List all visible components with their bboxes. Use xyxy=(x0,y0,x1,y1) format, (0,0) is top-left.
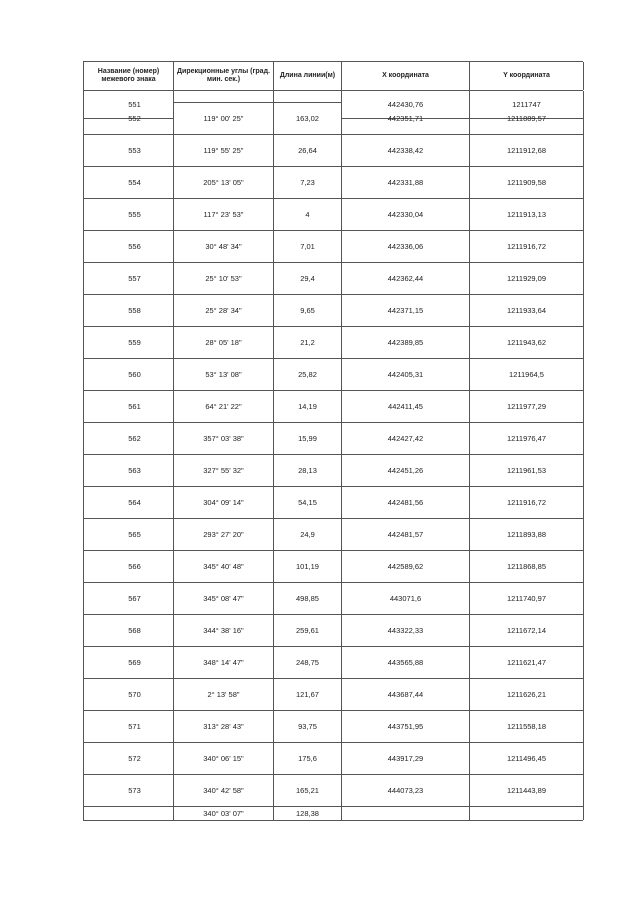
line-length-cell: 175,6 xyxy=(274,743,342,775)
y-coordinate-cell: 1211868,85 xyxy=(470,551,584,583)
direction-angle-cell: 53° 13' 08" xyxy=(174,359,274,391)
x-coordinate-cell: 443565,88 xyxy=(342,647,470,679)
direction-angle-cell: 344° 38' 16" xyxy=(174,615,274,647)
y-coordinate-cell: 1211976,47 xyxy=(470,423,584,455)
y-coordinate-cell: 1211672,14 xyxy=(470,615,584,647)
direction-angle-cell: 205° 13' 05" xyxy=(174,167,274,199)
point-name-cell: 562 xyxy=(84,423,174,455)
direction-angle-cell: 340° 42' 58" xyxy=(174,775,274,807)
empty-cell xyxy=(470,807,584,820)
empty-cell xyxy=(274,91,342,103)
x-coordinate-cell: 443322,33 xyxy=(342,615,470,647)
x-coordinate-cell: 442330,04 xyxy=(342,199,470,231)
y-coordinate-cell: 1211961,53 xyxy=(470,455,584,487)
point-name-cell: 564 xyxy=(84,487,174,519)
direction-angle-cell: 25° 28' 34" xyxy=(174,295,274,327)
line-length-cell: 26,64 xyxy=(274,135,342,167)
x-coordinate-cell: 443071,6 xyxy=(342,583,470,615)
y-coordinate-cell: 1211889,57 xyxy=(470,103,584,135)
x-coordinate-cell: 442481,57 xyxy=(342,519,470,551)
point-name-cell: 573 xyxy=(84,775,174,807)
x-coordinate-cell: 442371,15 xyxy=(342,295,470,327)
point-name-cell: 559 xyxy=(84,327,174,359)
point-name-cell: 555 xyxy=(84,199,174,231)
x-coordinate-cell: 443917,29 xyxy=(342,743,470,775)
direction-angle-cell: 30° 48' 34" xyxy=(174,231,274,263)
x-coordinate-cell: 442351,71 xyxy=(342,103,470,135)
y-coordinate-cell: 1211977,29 xyxy=(470,391,584,423)
point-name-cell: 569 xyxy=(84,647,174,679)
point-name-cell: 563 xyxy=(84,455,174,487)
y-coordinate-cell: 1211626,21 xyxy=(470,679,584,711)
point-name-cell: 558 xyxy=(84,295,174,327)
line-length-cell: 4 xyxy=(274,199,342,231)
y-coordinate-cell: 1211916,72 xyxy=(470,487,584,519)
line-length-cell: 165,21 xyxy=(274,775,342,807)
empty-cell xyxy=(342,807,470,820)
line-length-cell: 14,19 xyxy=(274,391,342,423)
y-coordinate-cell: 1211621,47 xyxy=(470,647,584,679)
y-coordinate-cell: 1211933,64 xyxy=(470,295,584,327)
direction-angle-cell: 117° 23' 53" xyxy=(174,199,274,231)
header-y-coordinate: Y координата xyxy=(470,62,584,90)
point-name-cell: 570 xyxy=(84,679,174,711)
x-coordinate-cell: 442451,26 xyxy=(342,455,470,487)
y-coordinate-cell: 1211893,88 xyxy=(470,519,584,551)
line-length-cell: 7,23 xyxy=(274,167,342,199)
x-coordinate-cell: 442389,85 xyxy=(342,327,470,359)
line-length-cell: 259,61 xyxy=(274,615,342,647)
direction-angle-cell: 119° 00' 25" xyxy=(174,103,274,135)
x-coordinate-cell: 442336,06 xyxy=(342,231,470,263)
x-coordinate-cell: 444073,23 xyxy=(342,775,470,807)
x-coordinate-cell: 442427,42 xyxy=(342,423,470,455)
direction-angle-cell: 327° 55' 32" xyxy=(174,455,274,487)
direction-angle-cell: 304° 09' 14" xyxy=(174,487,274,519)
line-length-cell: 28,13 xyxy=(274,455,342,487)
x-coordinate-cell: 442589,62 xyxy=(342,551,470,583)
direction-angle-cell: 345° 40' 48" xyxy=(174,551,274,583)
y-coordinate-cell: 1211443,89 xyxy=(470,775,584,807)
y-coordinate-cell: 1211913,13 xyxy=(470,199,584,231)
direction-angle-cell: 340° 03' 07" xyxy=(174,807,274,820)
table-body xyxy=(83,91,583,821)
line-length-cell: 498,85 xyxy=(274,583,342,615)
direction-angle-cell: 2° 13' 58" xyxy=(174,679,274,711)
line-length-cell: 121,67 xyxy=(274,679,342,711)
point-name-cell: 557 xyxy=(84,263,174,295)
point-name-cell: 560 xyxy=(84,359,174,391)
header-line-length: Длина линии(м) xyxy=(274,62,342,90)
direction-angle-cell: 119° 55' 25" xyxy=(174,135,274,167)
x-coordinate-cell: 442430,76 xyxy=(342,91,470,119)
coordinates-table xyxy=(83,61,583,821)
header-direction-angle: Дирекционные углы (град. мин. сек.) xyxy=(174,62,274,90)
direction-angle-cell: 25° 10' 53" xyxy=(174,263,274,295)
point-name-cell: 572 xyxy=(84,743,174,775)
line-length-cell: 101,19 xyxy=(274,551,342,583)
line-length-cell: 54,15 xyxy=(274,487,342,519)
line-length-cell: 7,01 xyxy=(274,231,342,263)
y-coordinate-cell: 1211747 xyxy=(470,91,584,119)
direction-angle-cell: 345° 08' 47" xyxy=(174,583,274,615)
x-coordinate-cell: 442481,56 xyxy=(342,487,470,519)
direction-angle-cell: 357° 03' 38" xyxy=(174,423,274,455)
y-coordinate-cell: 1211964,5 xyxy=(470,359,584,391)
header-x-coordinate: X координата xyxy=(342,62,470,90)
x-coordinate-cell: 442362,44 xyxy=(342,263,470,295)
line-length-cell: 163,02 xyxy=(274,103,342,135)
direction-angle-cell: 348° 14' 47" xyxy=(174,647,274,679)
x-coordinate-cell: 443751,95 xyxy=(342,711,470,743)
point-name-cell: 567 xyxy=(84,583,174,615)
line-length-cell: 24,9 xyxy=(274,519,342,551)
line-length-cell: 29,4 xyxy=(274,263,342,295)
point-name-cell: 553 xyxy=(84,135,174,167)
header-point-name: Название (номер) межевого знака xyxy=(84,62,174,90)
line-length-cell: 248,75 xyxy=(274,647,342,679)
line-length-cell: 128,38 xyxy=(274,807,342,820)
point-name-cell: 565 xyxy=(84,519,174,551)
y-coordinate-cell: 1211496,45 xyxy=(470,743,584,775)
direction-angle-cell: 340° 06' 15" xyxy=(174,743,274,775)
empty-cell xyxy=(84,807,174,820)
y-coordinate-cell: 1211740,97 xyxy=(470,583,584,615)
point-name-cell: 554 xyxy=(84,167,174,199)
table-header xyxy=(83,61,583,91)
x-coordinate-cell: 442411,45 xyxy=(342,391,470,423)
point-name-cell: 566 xyxy=(84,551,174,583)
y-coordinate-cell: 1211558,18 xyxy=(470,711,584,743)
y-coordinate-cell: 1211912,68 xyxy=(470,135,584,167)
point-name-cell: 561 xyxy=(84,391,174,423)
y-coordinate-cell: 1211916,72 xyxy=(470,231,584,263)
x-coordinate-cell: 442338,42 xyxy=(342,135,470,167)
y-coordinate-cell: 1211909,58 xyxy=(470,167,584,199)
line-length-cell: 93,75 xyxy=(274,711,342,743)
line-length-cell: 15,99 xyxy=(274,423,342,455)
point-name-cell: 556 xyxy=(84,231,174,263)
line-length-cell: 25,82 xyxy=(274,359,342,391)
point-name-cell: 571 xyxy=(84,711,174,743)
direction-angle-cell: 293° 27' 20" xyxy=(174,519,274,551)
direction-angle-cell: 28° 05' 18" xyxy=(174,327,274,359)
line-length-cell: 9,65 xyxy=(274,295,342,327)
point-name-cell: 551 xyxy=(84,91,174,119)
line-length-cell: 21,2 xyxy=(274,327,342,359)
point-name-cell: 552 xyxy=(84,103,174,135)
x-coordinate-cell: 442331,88 xyxy=(342,167,470,199)
x-coordinate-cell: 442405,31 xyxy=(342,359,470,391)
y-coordinate-cell: 1211943,62 xyxy=(470,327,584,359)
empty-cell xyxy=(174,91,274,103)
point-name-cell: 568 xyxy=(84,615,174,647)
direction-angle-cell: 64° 21' 22" xyxy=(174,391,274,423)
direction-angle-cell: 313° 28' 43" xyxy=(174,711,274,743)
y-coordinate-cell: 1211929,09 xyxy=(470,263,584,295)
x-coordinate-cell: 443687,44 xyxy=(342,679,470,711)
